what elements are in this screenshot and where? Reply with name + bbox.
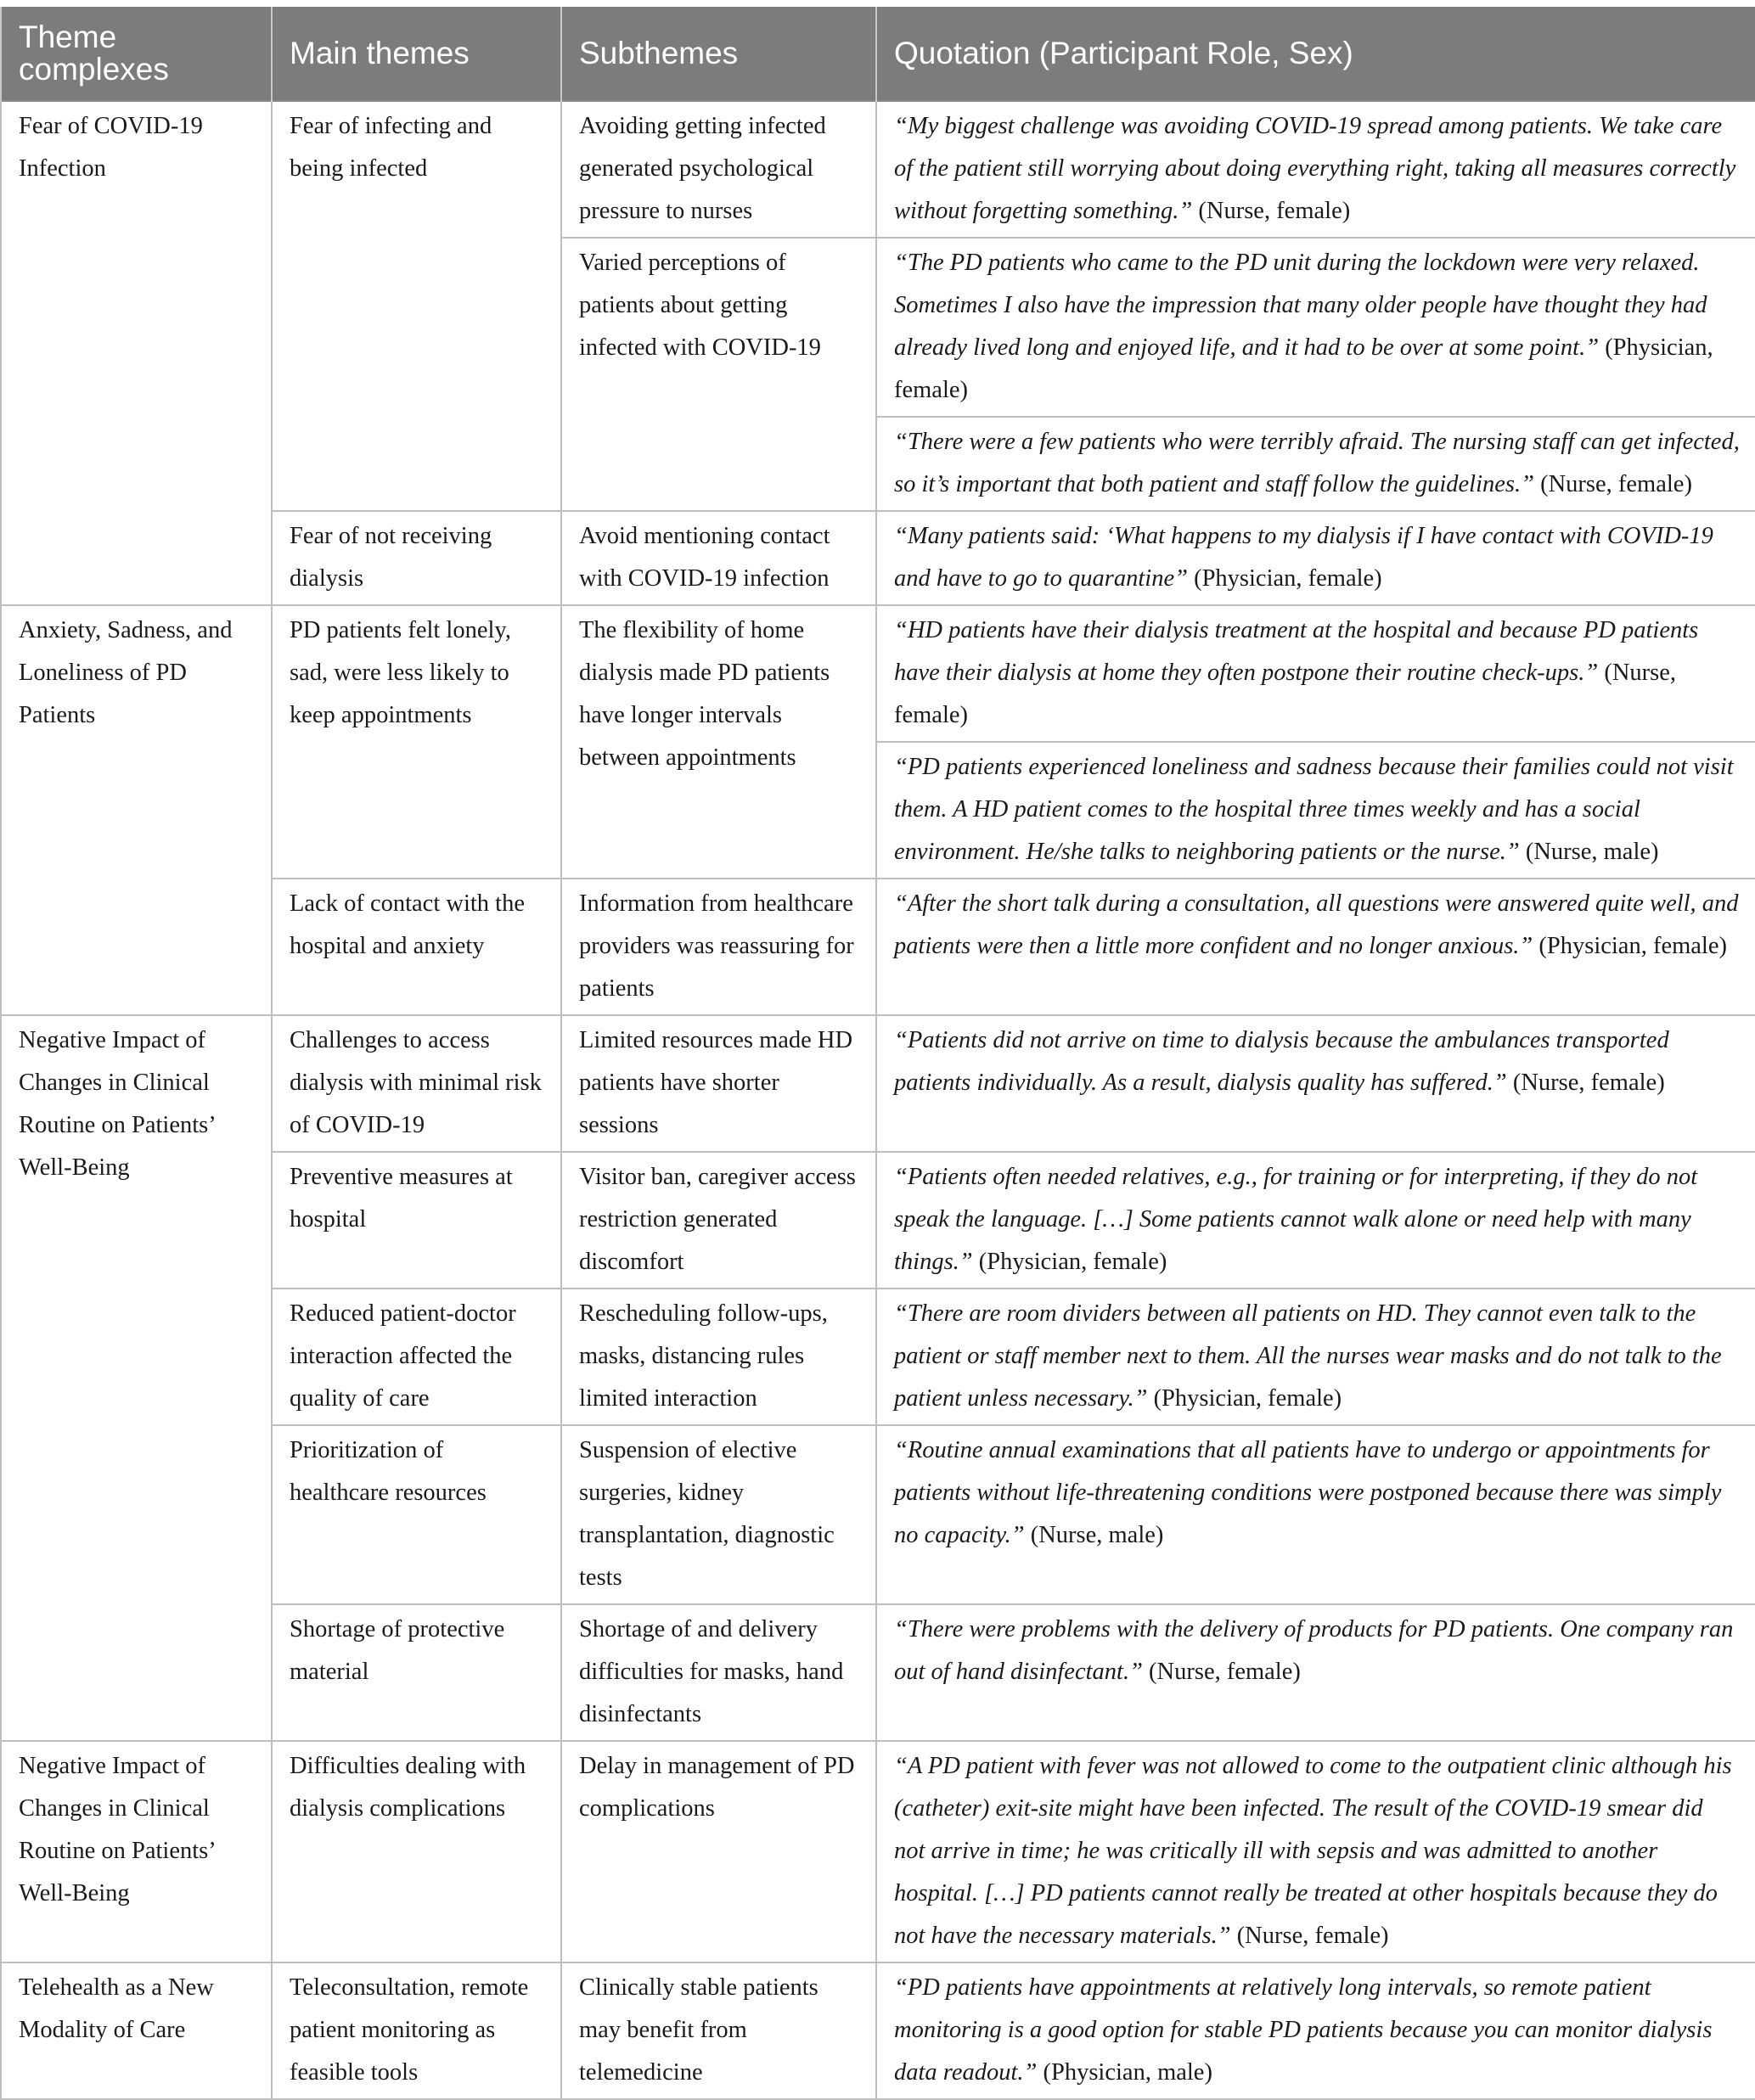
participant-label: (Physician, female) [1194, 565, 1382, 592]
subtheme-cell: Information from healthcare providers was reassuring for patients [561, 879, 876, 1015]
quotation-cell [876, 511, 1755, 605]
subtheme-cell: The flexibility of home dialysis made PD patients have longer intervals between appointments [561, 605, 876, 879]
participant-label: (Nurse, female) [1540, 471, 1692, 497]
quotation-cell [876, 1425, 1755, 1604]
theme-complex-cell: Negative Impact of Changes in Clinical Routine on Patients’ Well-Being [1, 1741, 272, 1962]
quotation-cell [876, 101, 1755, 238]
participant-label: (Physician, male) [1043, 2059, 1212, 2086]
table-row [1, 1741, 1755, 1962]
themes-table-container [0, 7, 1755, 2100]
quote-text: “There were problems with the delivery of products for PD patients. One company ran out of hand disinfectant.” [894, 1616, 1734, 1685]
subtheme-cell: Delay in management of PD complications [561, 1741, 876, 1962]
main-theme-cell: Fear of not receiving dialysis [272, 511, 561, 605]
quote-text: “There were a few patients who were terribly afraid. The nursing staff can get infected, so it’s important that both patient and staff follow the guidelines.” [894, 429, 1740, 497]
quotation-cell [876, 417, 1755, 511]
subtheme-cell: Avoiding getting infected generated psychological pressure to nurses [561, 101, 876, 238]
quotation-cell [876, 1962, 1755, 2099]
table-row [1, 101, 1755, 238]
quote-text: “My biggest challenge was avoiding COVID-19 spread among patients. We take care of the patient still worrying about doing everything right, taking all measures correctly without forgetting something.” [894, 113, 1736, 224]
quotation-cell [876, 238, 1755, 417]
participant-label: (Nurse, female) [1198, 198, 1351, 224]
main-theme-cell: Prioritization of healthcare resources [272, 1425, 561, 1604]
header-quotation: Quotation (Participant Role, Sex) [876, 7, 1755, 101]
quotation-cell [876, 1741, 1755, 1962]
quote-text: “There are room dividers between all patients on HD. They cannot even talk to the patient or staff member next to them. All the nurses wear masks and do not talk to the patient unless necessary.” [894, 1300, 1722, 1412]
quotation-cell [876, 1015, 1755, 1152]
main-theme-cell: Preventive measures at hospital [272, 1152, 561, 1289]
main-theme-cell: Fear of infecting and being infected [272, 101, 561, 511]
subtheme-cell: Avoid mentioning contact with COVID-19 infection [561, 511, 876, 605]
quotation-cell [876, 1289, 1755, 1425]
quote-text: “After the short talk during a consultation, all questions were answered quite well, and patients were then a little more confident and no longer anxious.” [894, 890, 1739, 959]
participant-label: (Nurse, female) [894, 660, 1677, 728]
subtheme-cell: Suspension of elective surgeries, kidney transplantation, diagnostic tests [561, 1425, 876, 1604]
header-theme-complexes: Theme complexes [1, 7, 272, 101]
themes-table [0, 7, 1755, 2100]
participant-label: (Physician, female) [978, 1249, 1167, 1275]
theme-complex-cell: Negative Impact of Changes in Clinical Routine on Patients’ Well-Being [1, 1015, 272, 1741]
main-theme-cell: Teleconsultation, remote patient monitoring as feasible tools [272, 1962, 561, 2099]
quote-text: “Many patients said: ‘What happens to my dialysis if I have contact with COVID-19 and have to go to quarantine” [894, 523, 1713, 592]
subtheme-cell: Varied perceptions of patients about getting infected with COVID-19 [561, 238, 876, 511]
quote-text: “PD patients experienced loneliness and sadness because their families could not visit them. A HD patient comes to the hospital three times weekly and has a social environment. He/she talks to neighboring patients or the nurse.” [894, 754, 1734, 865]
theme-complex-cell: Telehealth as a New Modality of Care [1, 1962, 272, 2099]
subtheme-cell: Rescheduling follow-ups, masks, distancing rules limited interaction [561, 1289, 876, 1425]
table-row [1, 1962, 1755, 2099]
quote-text: “A PD patient with fever was not allowed to come to the outpatient clinic although his (catheter) exit-site might have been infected. The result of the COVID-19 smear did not arrive in time; he was critically ill with sepsis and was admitted to another hospital. […] PD patients cannot really be treated at other hospitals because they do not have the necessary materials.” [894, 1753, 1732, 1949]
participant-label: (Physician, female) [894, 334, 1713, 403]
header-subthemes: Subthemes [561, 7, 876, 101]
main-theme-cell: Shortage of protective material [272, 1604, 561, 1741]
header-row [1, 7, 1755, 101]
quotation-cell [876, 1152, 1755, 1289]
quote-text: “Patients often needed relatives, e.g., for training or for interpreting, if they do not speak the language. […] Some patients cannot walk alone or need help with many things.” [894, 1164, 1698, 1275]
quotation-cell [876, 1604, 1755, 1741]
subtheme-cell: Visitor ban, caregiver access restriction generated discomfort [561, 1152, 876, 1289]
quotation-cell [876, 742, 1755, 879]
participant-label: (Nurse, male) [1525, 839, 1659, 865]
main-theme-cell: Challenges to access dialysis with minimal risk of COVID-19 [272, 1015, 561, 1152]
quote-text: “The PD patients who came to the PD unit during the lockdown were very relaxed. Sometimes I also have the impression that many older people have thought they had already lived long and enjoyed life, and it had to be over at some point.” [894, 250, 1707, 361]
participant-label: (Physician, female) [1153, 1385, 1342, 1412]
subtheme-cell: Shortage of and delivery difficulties for masks, hand disinfectants [561, 1604, 876, 1741]
theme-complex-cell: Fear of COVID-19 Infection [1, 101, 272, 605]
participant-label: (Nurse, female) [1512, 1070, 1665, 1096]
participant-label: (Physician, female) [1538, 933, 1727, 959]
main-theme-cell: Reduced patient-doctor interaction affected the quality of care [272, 1289, 561, 1425]
table-row [1, 605, 1755, 742]
participant-label: (Nurse, female) [1149, 1659, 1301, 1685]
quote-text: “Patients did not arrive on time to dialysis because the ambulances transported patients individually. As a result, dialysis quality has suffered.” [894, 1027, 1669, 1096]
quotation-cell [876, 879, 1755, 1015]
quote-text: “Routine annual examinations that all patients have to undergo or appointments for patients without life-threatening conditions were postponed because there was simply no capacity.” [894, 1437, 1722, 1548]
table-row [1, 1015, 1755, 1152]
theme-complex-cell: Anxiety, Sadness, and Loneliness of PD Patients [1, 605, 272, 1015]
main-theme-cell: PD patients felt lonely, sad, were less likely to keep appointments [272, 605, 561, 879]
participant-label: (Nurse, male) [1030, 1522, 1164, 1548]
main-theme-cell: Difficulties dealing with dialysis complications [272, 1741, 561, 1962]
quotation-cell [876, 605, 1755, 742]
quote-text: “PD patients have appointments at relatively long intervals, so remote patient monitoring is a good option for stable PD patients because you can monitor dialysis data readout.” [894, 1974, 1713, 2086]
quote-text: “HD patients have their dialysis treatment at the hospital and because PD patients have their dialysis at home they often postpone their routine check-ups.” [894, 617, 1699, 686]
main-theme-cell: Lack of contact with the hospital and anxiety [272, 879, 561, 1015]
subtheme-cell: Clinically stable patients may benefit from telemedicine [561, 1962, 876, 2099]
header-main-themes: Main themes [272, 7, 561, 101]
subtheme-cell: Limited resources made HD patients have shorter sessions [561, 1015, 876, 1152]
participant-label: (Nurse, female) [1236, 1923, 1389, 1949]
